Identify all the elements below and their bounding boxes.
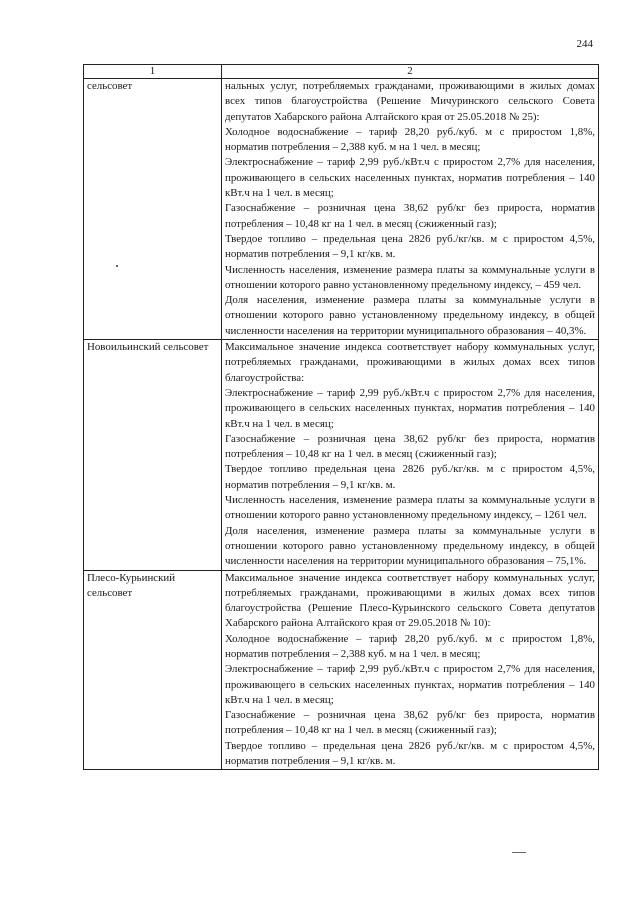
table-row (84, 340, 599, 570)
description-paragraph: Газоснабжение – розничная цена 38,62 руб/кг без прироста, норматив потребления – 10,48 кг на 1 чел. в месяц (сжиженный газ); (225, 202, 595, 230)
description-paragraph: Численность населения, изменение размера платы за коммунальные услуги в отношении которого равно установленному предельному индексу, – 459 чел. (225, 263, 595, 291)
table-row (84, 570, 599, 770)
description-paragraph: Доля населения, изменение размера платы за коммунальные услуги в отношении которого равно установленному предельному индексу, в общей численности населения на территории муниципального образования – 75,1%. (225, 524, 595, 568)
municipality-name-cell (84, 79, 222, 340)
description-paragraph: нальных услуг, потребляемых гражданами, проживающими в жилых домах всех типов благоустройства (Решение Мичуринского сельского Совета депутатов Хабарского района Алтайского края от 25.05.2018 № 25): (225, 80, 595, 123)
description-paragraph: Газоснабжение – розничная цена 38,62 руб/кг без прироста, норматив потребления – 10,48 кг на 1 чел. в месяц (сжиженный газ); (225, 432, 595, 461)
description-paragraph: Холодное водоснабжение – тариф 28,20 руб./куб. м с приростом 1,8%, норматив потребления – 2,388 куб. м на 1 чел. в месяц; (225, 125, 595, 154)
description-paragraph: Электроснабжение – тариф 2,99 руб./кВт.ч с приростом 2,7% для населения, проживающего в сельских населенных пунктах, норматив потребления – 140 кВт.ч на 1 чел. в месяц; (225, 156, 595, 200)
municipality-name: сельсовет (87, 80, 133, 92)
description-paragraph: Максимальное значение индекса соответствует набору коммунальных услуг, потребляемых гражданами, проживающими в жилых домах всех типов благоустройства (Решение Плесо-Курьинского сельского Совета депутатов Хабарского района Алтайского края от 29.05.2018 № 10): (225, 571, 595, 630)
description-paragraph: Твердое топливо предельная цена 2826 руб./кг/кв. м с приростом 4,5%, норматив потребления – 9,1 кг/кв. м. (225, 463, 595, 491)
scan-speck (512, 852, 526, 853)
document-table (83, 64, 599, 770)
municipality-name: Новоильинский сельсовет (87, 341, 209, 354)
description-paragraph: Электроснабжение – тариф 2,99 руб./кВт.ч с приростом 2,7% для населения, проживающего в сельских населенных пунктах, норматив потребления – 140 кВт.ч на 1 чел. в месяц; (225, 663, 595, 706)
column-header-2: 2 (222, 65, 599, 79)
description-paragraph: Твердое топливо – предельная цена 2826 руб./кг/кв. м с приростом 4,5%, норматив потребления – 9,1 кг/кв. м. (225, 232, 595, 261)
description-paragraph: Газоснабжение – розничная цена 38,62 руб/кг без прироста, норматив потребления – 10,48 кг на 1 чел. в месяц (сжиженный газ); (225, 709, 595, 737)
description-paragraph: Доля населения, изменение размера платы за коммунальные услуги в отношении которого равно установленному предельному индексу, в общей численности населения на территории муниципального образования – 40,3%. (225, 294, 595, 337)
description-cell (222, 79, 599, 340)
page-number: 244 (576, 38, 593, 50)
municipality-name-cell (84, 570, 222, 770)
description-cell (222, 570, 599, 770)
municipality-name-cell (84, 340, 222, 570)
scan-speck (116, 265, 118, 267)
table-header-row (84, 65, 599, 79)
description-cell (222, 340, 599, 570)
description-paragraph: Максимальное значение индекса соответствует набору коммунальных услуг, потребляемых гражданами, проживающими в жилых домах всех типов благоустройства: (225, 341, 595, 384)
municipality-name: Плесо-Курьинский сельсовет (87, 571, 176, 599)
description-paragraph: Холодное водоснабжение – тариф 28,20 руб./куб. м с приростом 1,8%, норматив потребления – 2,388 куб. м на 1 чел. в месяц; (225, 632, 595, 660)
column-header-1: 1 (84, 65, 222, 79)
description-paragraph: Твердое топливо – предельная цена 2826 руб./кг/кв. м с приростом 4,5%, норматив потребления – 9,1 кг/кв. м. (225, 739, 595, 768)
description-paragraph: Численность населения, изменение размера платы за коммунальные услуги в отношении которого равно установленному предельному индексу, – 1261 чел. (225, 494, 595, 522)
description-paragraph: Электроснабжение – тариф 2,99 руб./кВт.ч с приростом 2,7% для населения, проживающего в сельских населенных пунктах, норматив потребления – 140 кВт.ч на 1 чел. в месяц; (225, 386, 595, 430)
table-row (84, 79, 599, 340)
